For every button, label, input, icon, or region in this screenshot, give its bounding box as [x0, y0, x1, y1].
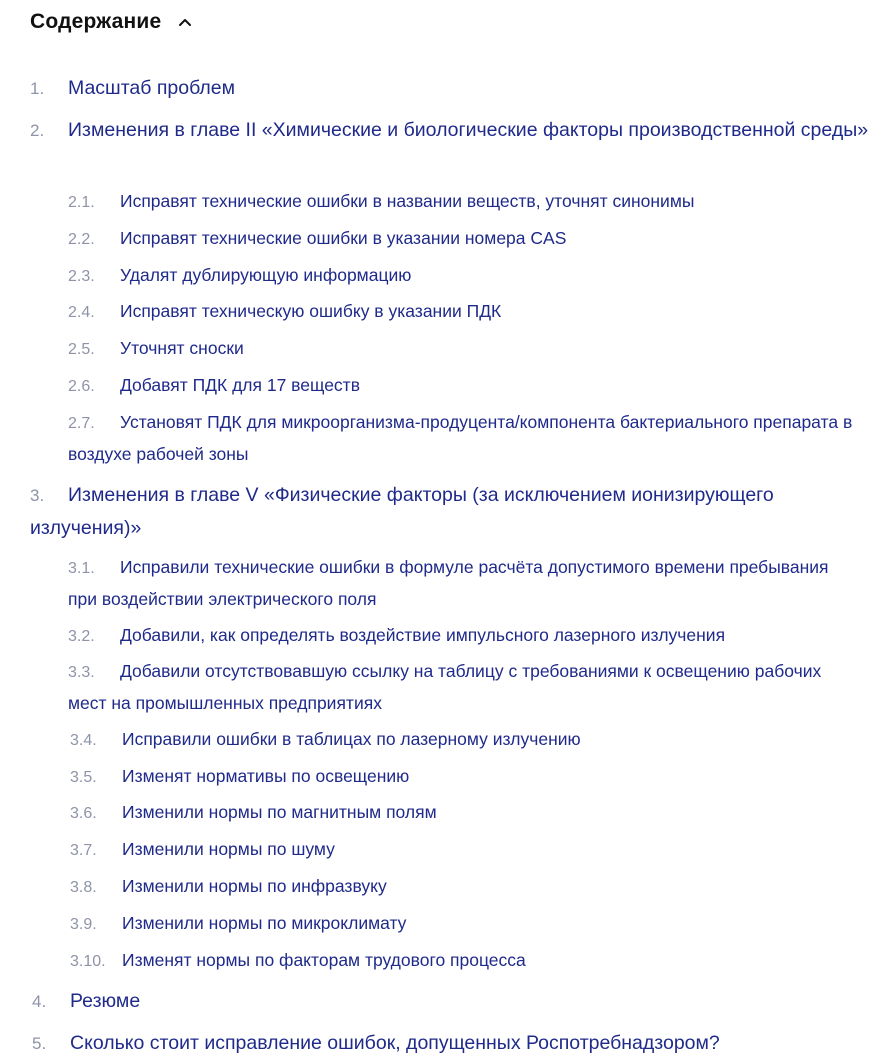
toc-item-link[interactable]: Резюме [70, 990, 141, 1012]
toc-item-number: 2. [30, 121, 45, 140]
toc-item-number: 3.1. [68, 560, 95, 577]
toc-item-link[interactable]: Добавят ПДК для 17 веществ [120, 375, 360, 395]
toc-item-number: 3.7. [70, 842, 97, 859]
toc-item-number: 2.6. [68, 378, 95, 395]
toc-item-link[interactable]: Уточнят сноски [120, 338, 244, 358]
toc-item-number: 3. [30, 486, 45, 505]
toc-item-number: 5. [32, 1034, 47, 1053]
toc-subitem-3-4[interactable] [70, 724, 860, 756]
toc-item-link[interactable]: Исправили ошибки в таблицах по лазерному излучению [122, 729, 581, 749]
toc-item-link[interactable]: Изменят нормативы по освещению [122, 766, 410, 786]
toc-subitem-3-1[interactable] [68, 552, 858, 615]
toc-item-number: 2.3. [68, 268, 95, 285]
toc-subitem-3-10[interactable] [70, 945, 860, 977]
toc-item-number: 3.4. [70, 732, 97, 749]
toc-item-2[interactable] [30, 114, 870, 147]
toc-item-number: 2.7. [68, 415, 95, 432]
toc-subitem-3-2[interactable] [68, 620, 858, 652]
toc-item-link[interactable]: Исправят техническую ошибку в указании ПДК [120, 301, 502, 321]
toc-item-number: 3.10. [70, 953, 106, 970]
toc-item-link[interactable]: Изменения в главе V «Физические факторы (за исключением ионизирующего излучения)» [30, 484, 774, 539]
toc-item-link[interactable]: Изменили нормы по шуму [122, 839, 335, 859]
toc-title: Содержание [30, 10, 162, 33]
toc-subitem-3-5[interactable] [70, 761, 860, 793]
toc-subitem-3-6[interactable] [70, 797, 860, 829]
toc-item-link[interactable]: Изменения в главе II «Химические и биологические факторы производственной среды» [68, 119, 869, 141]
toc-item-link[interactable]: Удалят дублирующую информацию [120, 265, 412, 285]
toc-item-link[interactable]: Сколько стоит исправление ошибок, допущенных Роспотребнадзором? [70, 1032, 720, 1054]
toc-subitem-3-9[interactable] [70, 908, 860, 940]
toc-subitem-3-7[interactable] [70, 834, 860, 866]
toc-item-number: 3.6. [70, 805, 97, 822]
toc-subitem-2-5[interactable] [68, 333, 858, 365]
toc-item-number: 4. [32, 992, 47, 1011]
toc-subitem-2-7[interactable] [68, 407, 858, 470]
toc-item-number: 3.8. [70, 879, 97, 896]
toc-item-number: 3.2. [68, 628, 95, 645]
toc-item-number: 3.5. [70, 769, 97, 786]
toc-item-link[interactable]: Исправили технические ошибки в формуле расчёта допустимого времени пребывания при воздействии электрического поля [68, 557, 829, 609]
toc-item-3[interactable] [30, 479, 870, 544]
toc-subitem-2-6[interactable] [68, 370, 858, 402]
toc-item-link[interactable]: Изменили нормы по инфразвуку [122, 876, 387, 896]
toc-item-link[interactable]: Исправят технические ошибки в указании номера CAS [120, 228, 567, 248]
toc-subitem-2-2[interactable] [68, 223, 858, 255]
toc-item-link[interactable]: Масштаб проблем [68, 77, 236, 99]
toc-item-number: 2.4. [68, 304, 95, 321]
toc-item-link[interactable]: Изменят нормы по факторам трудового процесса [122, 950, 526, 970]
toc-item-5[interactable] [32, 1027, 872, 1060]
toc-header[interactable] [30, 10, 195, 34]
toc-item-number: 3.9. [70, 916, 97, 933]
toc-item-link[interactable]: Добавили, как определять воздействие импульсного лазерного излучения [120, 625, 726, 645]
toc-item-link[interactable]: Добавили отсутствовавшую ссылку на таблицу с требованиями к освещению рабочих мест на промышленных предприятиях [68, 661, 822, 713]
toc-item-link[interactable]: Установят ПДК для микроорганизма-продуцента/компонента бактериального препарата в воздухе рабочей зоны [68, 412, 853, 464]
toc-item-number: 2.2. [68, 231, 95, 248]
toc-item-4[interactable] [32, 985, 872, 1018]
toc-item-number: 3.3. [68, 664, 95, 681]
toc-item-link[interactable]: Изменили нормы по магнитным полям [122, 802, 437, 822]
toc-item-number: 2.1. [68, 194, 95, 211]
toc-subitem-3-3[interactable] [68, 656, 858, 719]
toc-item-number: 2.5. [68, 341, 95, 358]
toc-subitem-2-1[interactable] [68, 186, 858, 218]
toc-subitem-3-8[interactable] [70, 871, 860, 903]
toc-item-1[interactable] [30, 72, 870, 105]
toc-item-link[interactable]: Исправят технические ошибки в названии веществ, уточнят синонимы [120, 191, 695, 211]
toc-item-number: 1. [30, 79, 45, 98]
chevron-up-icon[interactable] [175, 12, 195, 32]
toc-subitem-2-4[interactable] [68, 296, 858, 328]
toc-item-link[interactable]: Изменили нормы по микроклимату [122, 913, 407, 933]
toc-subitem-2-3[interactable] [68, 260, 858, 292]
